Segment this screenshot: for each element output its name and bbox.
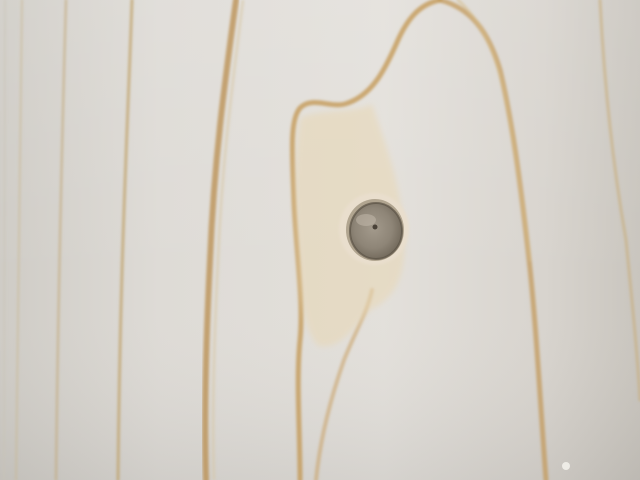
knot-center: [373, 225, 378, 230]
wood-knot: [339, 193, 409, 265]
knot-highlight: [356, 214, 376, 226]
wood-speck: [562, 462, 570, 470]
